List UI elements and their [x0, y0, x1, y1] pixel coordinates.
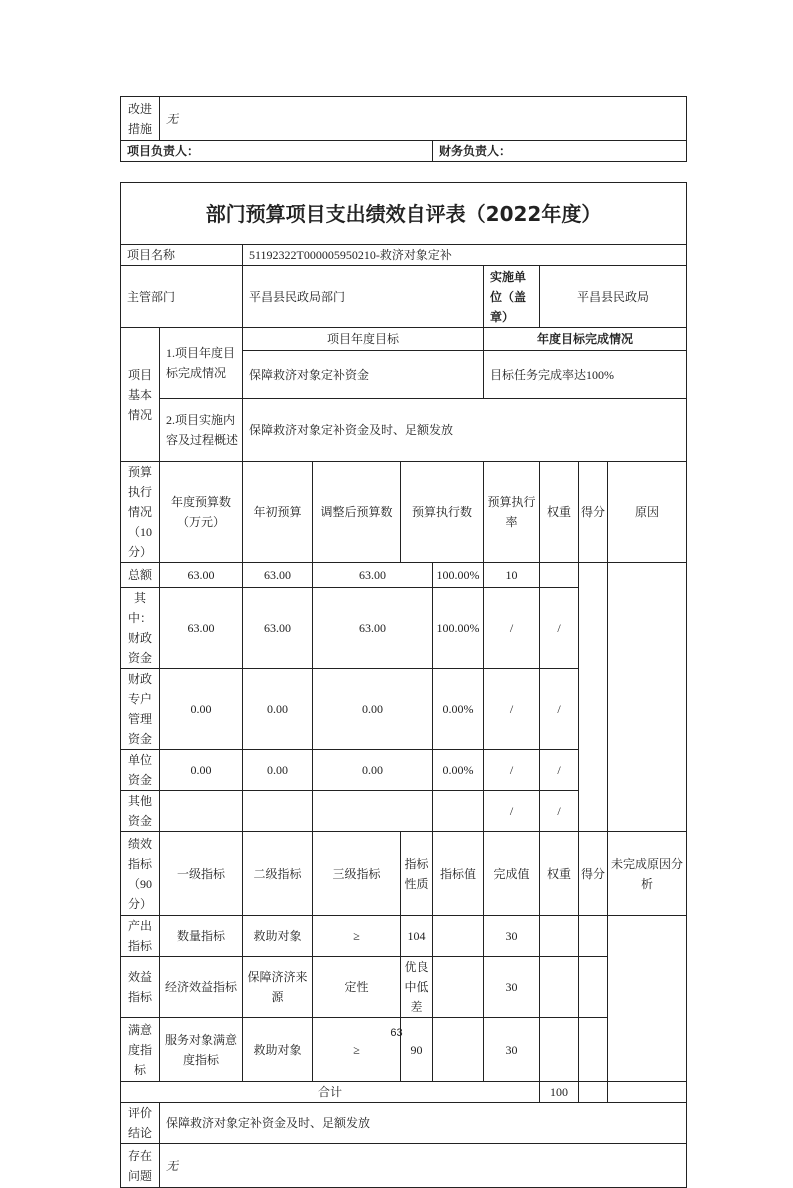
impl-label: 实施单位（盖章）: [484, 266, 540, 328]
perf-cell: 数量指标: [160, 916, 243, 957]
budget-cell: 0.00: [313, 750, 433, 791]
page-number: 63: [390, 1027, 403, 1039]
improve-value: 无: [160, 97, 687, 141]
perf-cell: 服务对象满意度指标: [160, 1018, 243, 1082]
budget-cell: 其他资金: [121, 791, 160, 832]
improvement-table: [120, 96, 687, 162]
completion: 目标任务完成率达100%: [484, 351, 687, 399]
total-label: 合计: [121, 1082, 540, 1103]
perf-cell: 救助对象: [243, 916, 313, 957]
perf-cell: 104: [401, 916, 433, 957]
perf-row: [121, 916, 687, 957]
perf-header: 完成值: [484, 832, 540, 916]
budget-cell: [160, 791, 243, 832]
process-label: 2.项目实施内容及过程概述: [160, 399, 243, 462]
perf-header: 一级指标: [160, 832, 243, 916]
perf-cell: ≥: [313, 1018, 401, 1082]
budget-cell: [540, 563, 579, 588]
perf-cell: 救助对象: [243, 1018, 313, 1082]
budget-cell: 0.00: [313, 669, 433, 750]
budget-cell: 其中：财政资金: [121, 588, 160, 669]
budget-cell: /: [540, 791, 579, 832]
perf-header: 权重: [540, 832, 579, 916]
perf-cell: 产出指标: [121, 916, 160, 957]
perf-cell: 效益指标: [121, 957, 160, 1018]
goal-header: 项目年度目标: [243, 328, 484, 351]
perf-header: 得分: [579, 832, 608, 916]
perf-header: 未完成原因分析: [608, 832, 687, 916]
perf-cell: [433, 916, 484, 957]
budget-header: 年度预算数（万元）: [160, 462, 243, 563]
budget-header: 原因: [608, 462, 687, 563]
perf-cell: [433, 957, 484, 1018]
budget-cell: 0.00: [160, 750, 243, 791]
budget-cell: /: [484, 750, 540, 791]
project-name: 51192322T000005950210-救济对象定补: [243, 245, 687, 266]
perf-cell: 30: [484, 1018, 540, 1082]
perf-header: 指标值: [433, 832, 484, 916]
budget-row: [121, 563, 687, 588]
basic-label: 项目基本情况: [121, 328, 160, 462]
perf-row: [121, 957, 687, 1018]
perf-header: 二级指标: [243, 832, 313, 916]
improve-label: 改进措施: [121, 97, 160, 141]
budget-cell: 100.00%: [433, 588, 484, 669]
perf-header: 指标性质: [401, 832, 433, 916]
perf-header: 三级指标: [313, 832, 401, 916]
budget-cell: 63.00: [313, 588, 433, 669]
perf-cell: [540, 957, 579, 1018]
budget-cell: 63.00: [160, 563, 243, 588]
project-name-label: 项目名称: [121, 245, 243, 266]
budget-cell: 单位资金: [121, 750, 160, 791]
budget-cell: /: [484, 791, 540, 832]
budget-cell: 0.00: [243, 669, 313, 750]
budget-cell: 10: [484, 563, 540, 588]
form-title: 部门预算项目支出绩效自评表（2022年度）: [121, 183, 687, 245]
budget-label: 预算执行情况（10分）: [121, 462, 160, 563]
perf-cell: 30: [484, 916, 540, 957]
perf-cell: 90: [401, 1018, 433, 1082]
perf-cell: [540, 916, 579, 957]
budget-cell: /: [540, 669, 579, 750]
budget-cell: /: [484, 588, 540, 669]
budget-header: 权重: [540, 462, 579, 563]
budget-header: 得分: [579, 462, 608, 563]
budget-cell: 0.00: [160, 669, 243, 750]
budget-cell: 63.00: [243, 588, 313, 669]
budget-cell: 63.00: [243, 563, 313, 588]
perf-cell: ≥: [313, 916, 401, 957]
budget-cell: 63.00: [160, 588, 243, 669]
total-reason: [608, 1082, 687, 1103]
perf-cell: 优良中低差: [401, 957, 433, 1018]
issues: 无: [160, 1144, 687, 1188]
budget-header: 预算执行率: [484, 462, 540, 563]
goal-label: 1.项目年度目标完成情况: [160, 328, 243, 399]
budget-cell: [433, 791, 484, 832]
budget-reason: [579, 563, 608, 832]
conclusion-label: 评价结论: [121, 1103, 160, 1144]
budget-cell: 0.00%: [433, 669, 484, 750]
budget-cell: [243, 791, 313, 832]
budget-cell: 100.00%: [433, 563, 484, 588]
budget-header: 预算执行数: [401, 462, 484, 563]
budget-header: 调整后预算数: [313, 462, 401, 563]
conclusion: 保障救济对象定补资金及时、足额发放: [160, 1103, 687, 1144]
budget-cell: 财政专户管理资金: [121, 669, 160, 750]
perf-cell: [579, 916, 608, 957]
completion-header: 年度目标完成情况: [484, 328, 687, 351]
perf-label: 绩效指标（90分）: [121, 832, 160, 916]
perf-cell: 保障济济来源: [243, 957, 313, 1018]
project-lead-label: 项目负责人：: [121, 141, 433, 162]
goal: 保障救济对象定补资金: [243, 351, 484, 399]
total-score: [579, 1082, 608, 1103]
finance-lead-label: 财务负责人：: [433, 141, 687, 162]
perf-cell: 满意度指标: [121, 1018, 160, 1082]
budget-cell: 总额: [121, 563, 160, 588]
budget-cell: 0.00%: [433, 750, 484, 791]
budget-cell: /: [540, 588, 579, 669]
dept: 平昌县民政局部门: [243, 266, 484, 328]
perf-cell: 定性: [313, 957, 401, 1018]
budget-cell: /: [540, 750, 579, 791]
budget-cell: 0.00: [243, 750, 313, 791]
budget-cell: 63.00: [313, 563, 433, 588]
process: 保障救济对象定补资金及时、足额发放: [243, 399, 687, 462]
budget-cell: /: [484, 669, 540, 750]
budget-cell: [313, 791, 433, 832]
budget-header: 年初预算: [243, 462, 313, 563]
impl: 平昌县民政局: [540, 266, 687, 328]
issues-label: 存在问题: [121, 1144, 160, 1188]
perf-cell: 30: [484, 957, 540, 1018]
perf-cell: [579, 957, 608, 1018]
dept-label: 主管部门: [121, 266, 243, 328]
total-weight: 100: [540, 1082, 579, 1103]
perf-cell: 经济效益指标: [160, 957, 243, 1018]
